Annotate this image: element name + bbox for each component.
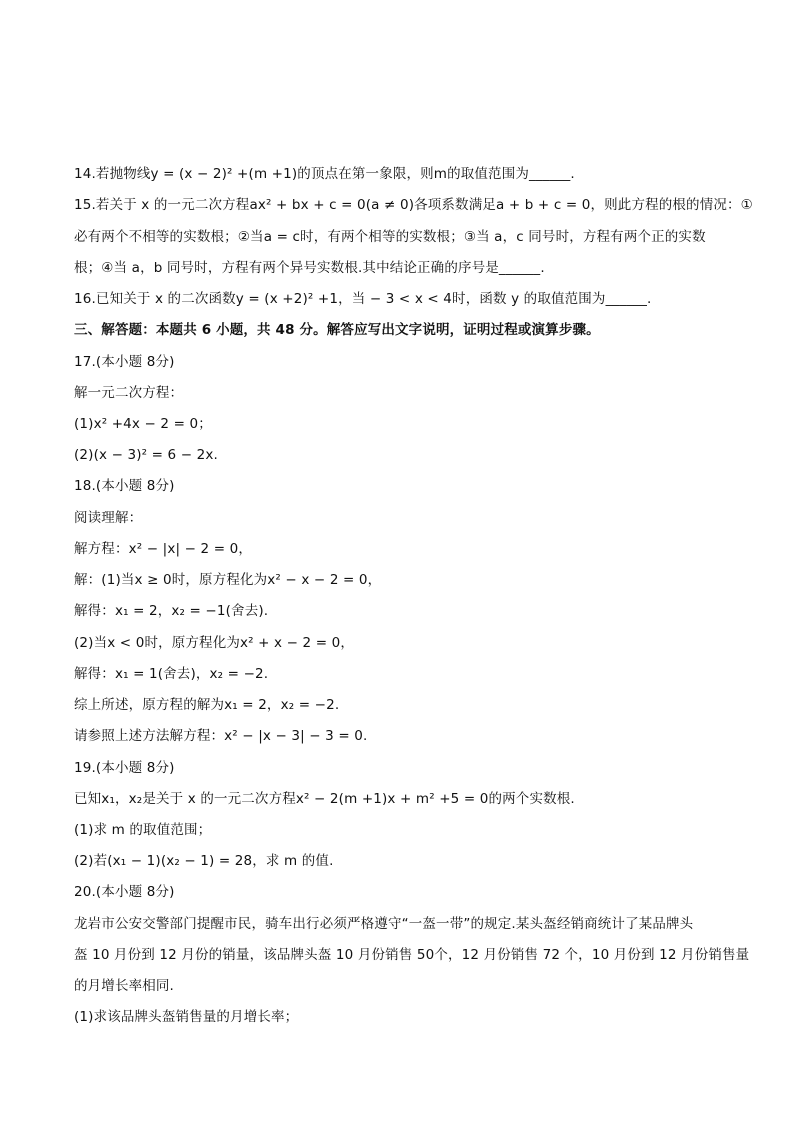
question-20-header: 20.(本小题 8分): [74, 884, 175, 900]
question-18-header: 18.(本小题 8分): [74, 478, 175, 494]
question-17-prompt: 解一元二次方程：: [74, 385, 184, 401]
question-15-line-2: 必有两个不相等的实数根；②当a = c时，有两个相等的实数根；③当 a，c 同号时，方程有两个正的实数: [74, 229, 706, 245]
question-20-part-1: (1)求该品牌头盔销售量的月增长率；: [74, 1009, 299, 1025]
question-15-line-3: 根；④当 a，b 同号时，方程有两个异号实数根.其中结论正确的序号是______.: [74, 260, 545, 276]
question-17-part-1: (1)x² +4x − 2 = 0；: [74, 416, 212, 432]
section-heading: 三、解答题：本题共 6 小题，共 48 分。解答应写出文字说明，证明过程或演算步骤。: [74, 322, 600, 338]
question-19-part-1: (1)求 m 的取值范围；: [74, 822, 212, 838]
question-18-step-1: 解：(1)当x ≥ 0时，原方程化为x² − x − 2 = 0，: [74, 572, 382, 588]
question-17-header: 17.(本小题 8分): [74, 354, 175, 370]
question-18-step-2: 解得：x₁ = 2，x₂ = −1(舍去).: [74, 603, 269, 619]
question-18-summary: 综上所述，原方程的解为x₁ = 2，x₂ = −2.: [74, 697, 340, 713]
question-19-prompt: 已知x₁，x₂是关于 x 的一元二次方程x² − 2(m +1)x + m² +5 = 0的两个实数根.: [74, 791, 575, 807]
question-18-equation: 解方程：x² − |x| − 2 = 0，: [74, 541, 252, 557]
question-18-intro: 阅读理解：: [74, 510, 143, 526]
question-14: 14.若抛物线y = (x − 2)² +(m +1)的顶点在第一象限，则m的取值范围为______.: [74, 166, 575, 182]
question-18-step-3: (2)当x < 0时，原方程化为x² + x − 2 = 0，: [74, 635, 354, 651]
question-18-task: 请参照上述方法解方程：x² − |x − 3| − 3 = 0.: [74, 728, 368, 744]
question-19-header: 19.(本小题 8分): [74, 760, 175, 776]
question-20-line-2: 盔 10 月份到 12 月份的销量，该品牌头盔 10 月份销售 50个，12 月份销售 72 个，10 月份到 12 月份销售量: [74, 947, 750, 963]
question-20-line-3: 的月增长率相同.: [74, 978, 174, 994]
question-18-step-4: 解得：x₁ = 1(舍去)，x₂ = −2.: [74, 666, 269, 682]
question-16: 16.已知关于 x 的二次函数y = (x +2)² +1，当 − 3 < x < 4时，函数 y 的取值范围为______.: [74, 291, 652, 307]
question-17-part-2: (2)(x − 3)² = 6 − 2x.: [74, 447, 218, 463]
question-15-line-1: 15.若关于 x 的一元二次方程ax² + bx + c = 0(a ≠ 0)各项系数满足a + b + c = 0，则此方程的根的情况：①: [74, 197, 753, 213]
question-20-line-1: 龙岩市公安交警部门提醒市民，骑车出行必须严格遵守“一盔一带”的规定.某头盔经销商统计了某品牌头: [74, 916, 694, 932]
question-19-part-2: (2)若(x₁ − 1)(x₂ − 1) = 28，求 m 的值.: [74, 853, 334, 869]
